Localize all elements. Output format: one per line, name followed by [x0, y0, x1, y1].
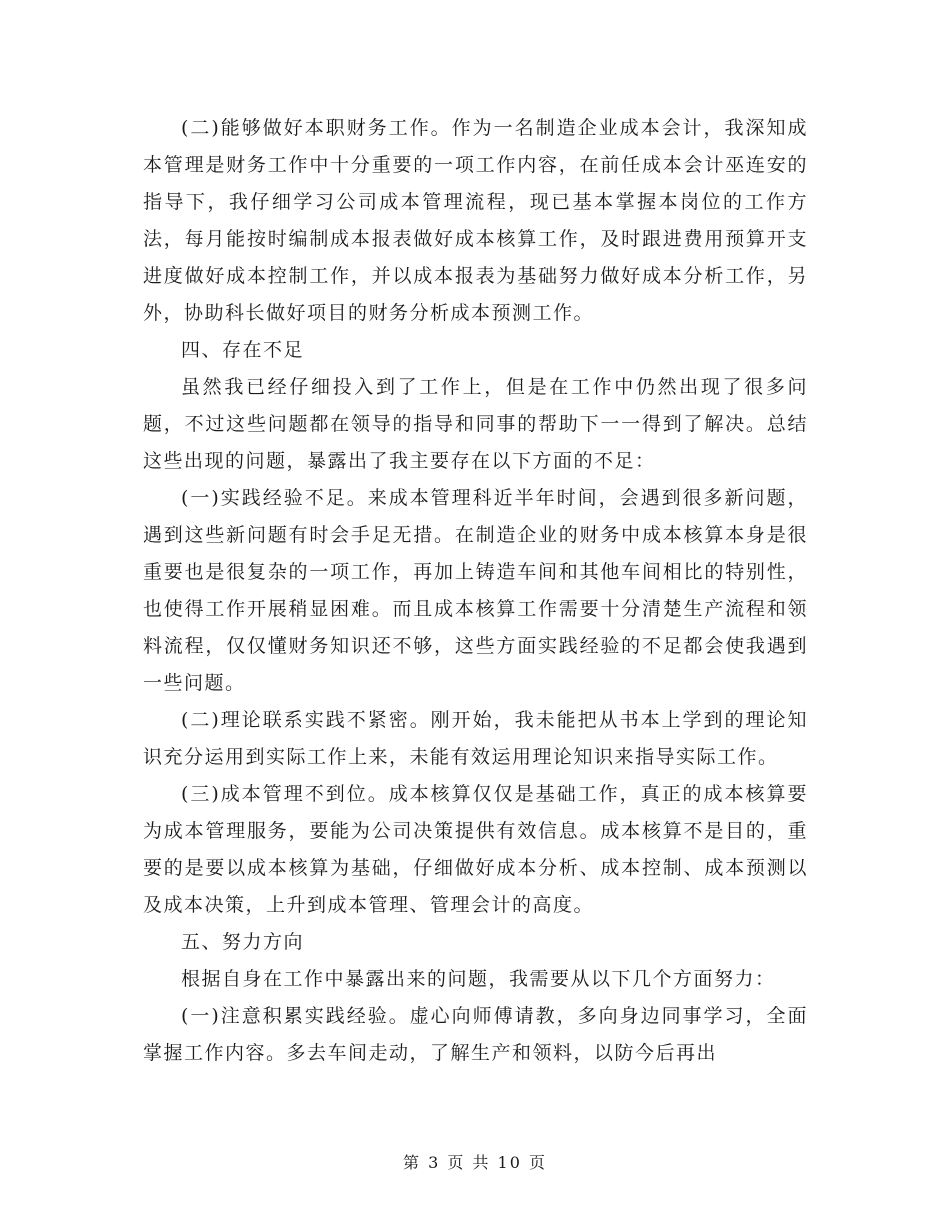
document-body [143, 110, 808, 1072]
page-number-footer: 第 3 页 共 10 页 [403, 1153, 547, 1172]
section-heading-shortcomings: 四、存在不足 [181, 339, 305, 361]
paragraph-cost-management: (三)成本管理不到位。成本核算仅仅是基础工作，真正的成本核算要为成本管理服务，要能为公司决策提供有效信息。成本核算不是目的，重要的是要以成本核算为基础，仔细做好成本分析、成本控制、成本预测以及成本决策，上升到成本管理、管理会计的高度。 [143, 783, 808, 916]
paragraph-lack-of-practice: (一)实践经验不足。来成本管理科近半年时间，会遇到很多新问题，遇到这些新问题有时会手足无措。在制造企业的财务中成本核算本身是很重要也是很复杂的一项工作，再加上铸造车间和其他车间相比的特别性，也使得工作开展稍显困难。而且成本核算工作需要十分清楚生产流程和领料流程，仅仅懂财务知识还不够，这些方面实践经验的不足都会使我遇到一些问题。 [143, 487, 808, 694]
paragraph-financial-duties: (二)能够做好本职财务工作。作为一名制造企业成本会计，我深知成本管理是财务工作中十分重要的一项工作内容，在前任成本会计巫连安的指导下，我仔细学习公司成本管理流程，现已基本掌握本岗位的工作方法，每月能按时编制成本报表做好成本核算工作，及时跟进费用预算开支进度做好成本控制工作，并以成本报表为基础努力做好成本分析工作，另外，协助科长做好项目的财务分析成本预测工作。 [143, 117, 808, 324]
paragraph-accumulate-experience: (一)注意积累实践经验。虚心向师傅请教，多向身边同事学习，全面掌握工作内容。多去车间走动，了解生产和领料，以防今后再出 [143, 1005, 808, 1064]
paragraph-shortcomings-intro: 虽然我已经仔细投入到了工作上，但是在工作中仍然出现了很多问题，不过这些问题都在领导的指导和同事的帮助下一一得到了解决。总结这些出现的问题，暴露出了我主要存在以下方面的不足： [143, 376, 808, 472]
paragraph-theory-practice: (二)理论联系实践不紧密。刚开始，我未能把从书本上学到的理论知识充分运用到实际工作上来，未能有效运用理论知识来指导实际工作。 [143, 709, 808, 768]
paragraph-direction-intro: 根据自身在工作中暴露出来的问题，我需要从以下几个方面努力： [181, 968, 776, 990]
section-heading-direction: 五、努力方向 [181, 931, 305, 953]
